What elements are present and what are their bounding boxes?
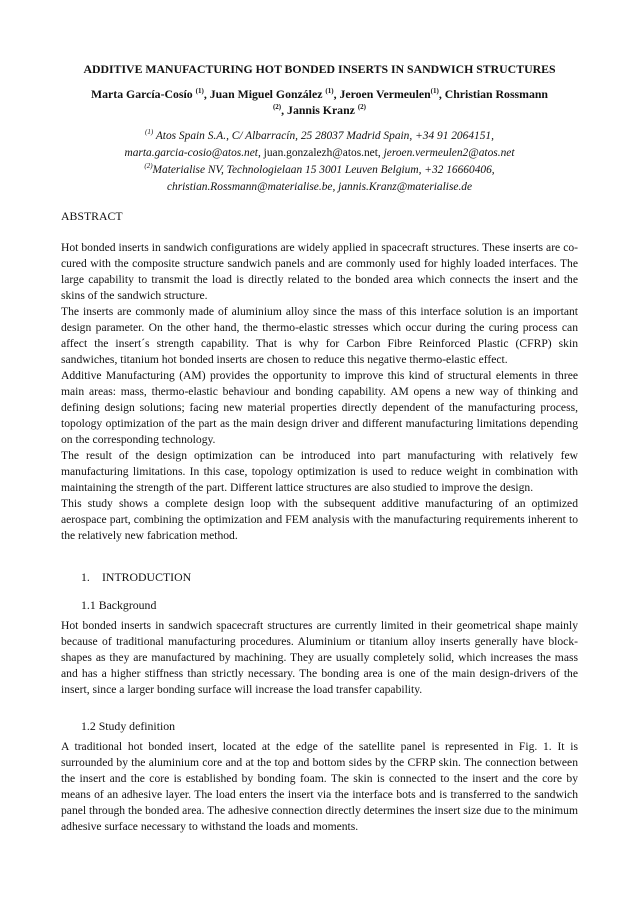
- author-affiliation-mark: (1): [430, 87, 439, 96]
- subsection-heading-background: 1.1 Background: [81, 598, 157, 612]
- author-name: , Jeroen Vermeulen: [333, 87, 431, 101]
- section-title: INTRODUCTION: [102, 570, 192, 584]
- study-definition-body: [61, 739, 578, 835]
- affiliations: [61, 128, 578, 196]
- section-heading-introduction: [81, 569, 191, 585]
- affiliation-2: [61, 162, 578, 179]
- author-name: , Christian Rossmann: [438, 87, 548, 101]
- author-name: , Juan Miguel González: [203, 87, 323, 101]
- affiliation-mark: (1): [145, 128, 154, 137]
- affiliation-address: Materialise NV, Technologielaan 15 3001 Leuven Belgium, +32 16660406,: [152, 164, 495, 176]
- author-affiliation-mark: (2): [272, 103, 282, 112]
- paper-title: ADDITIVE MANUFACTURING HOT BONDED INSERTS IN SANDWICH STRUCTURES: [83, 62, 556, 76]
- email-link[interactable]: marta.garcia-cosio@atos.net,: [124, 147, 261, 159]
- affiliation-mark: (2): [144, 162, 153, 171]
- abstract-paragraph: The inserts are commonly made of aluminium alloy since the mass of this interface solution is an important design parameter. On the other hand, the thermo-elastic stresses which occur during the curing process can affect the insert´s strength capability. That is why for Carbon Fibre Reinforced Plastic (CFRP) skin sandwiches, titanium hot bonded inserts are chosen to reduce this negative thermo-elastic effect.: [61, 305, 578, 366]
- author-affiliation-mark: (2): [357, 103, 367, 112]
- body-paragraph: Hot bonded inserts in sandwich spacecraft structures are currently limited in their geometrical shape mainly because of traditional manufacturing procedures. Aluminium or titanium alloy inserts generally have block-shapes as they are manufactured by machining. They are usually completely solid, which increases the mass and has a higher stiffness than strictly necessary. The bonding area is one of the main design-drivers of the insert, since a larger bonding surface will increase the load transfer capability.: [61, 619, 578, 696]
- body-paragraph: A traditional hot bonded insert, located at the edge of the satellite panel is represented in Fig. 1. It is surrounded by the aluminium core and at the top and bottom sides by the CFRP skin. The connection between the insert and the core is established by bonding foam. The skin is connected to the insert and the core by means of an adhesive layer. The load enters the insert via the interface bots and is transferred to the sandwich panel through the bonded area. The adhesive connection directly determines the insert size due to the minimum adhesive surface necessary to withstand the loads and moments.: [61, 740, 578, 833]
- abstract-paragraph: Hot bonded inserts in sandwich configurations are widely applied in spacecraft structures. These inserts are co-cured with the composite structure sandwich panels and are commonly used for highly loaded interfaces. The large capability to transmit the load is directly related to the bonded area which connects the insert and the skins of the sandwich structure.: [61, 241, 578, 302]
- abstract-heading: ABSTRACT: [61, 209, 123, 223]
- abstract-paragraph: Additive Manufacturing (AM) provides the opportunity to improve this kind of structural elements in three main areas: mass, thermo-elastic behaviour and bonding capability. AM opens a new way of thinking and defining design solutions; facing new material properties directly dependent of the manufacturing process, topology optimization of the part as the main design driver and different manufacturing limitations depending on the corresponding technology.: [61, 369, 578, 446]
- author-name: , Jannis Kranz: [281, 103, 355, 117]
- email-link[interactable]: juan.gonzalezh@atos.net,: [260, 147, 381, 159]
- email-link[interactable]: jeroen.vermeulen2@atos.net: [380, 147, 515, 159]
- author-name: Marta García-Cosío: [91, 87, 193, 101]
- subsection-heading-study-definition: 1.2 Study definition: [81, 719, 176, 733]
- author-affiliation-mark: (1): [195, 87, 204, 96]
- abstract-paragraph: This study shows a complete design loop with the subsequent additive manufacturing of an optimized aerospace part, combining the optimization and FEM analysis with the manufacturing requirements inherent to the relatively new fabrication method.: [61, 497, 578, 542]
- background-body: [61, 618, 578, 698]
- abstract-body: [61, 240, 578, 544]
- author-affiliation-mark: (1): [325, 87, 334, 96]
- affiliation-1: [61, 128, 578, 145]
- section-number: 1.: [81, 570, 90, 584]
- author-list: [61, 86, 578, 118]
- affiliation-address: Atos Spain S.A., C/ Albarracín, 25 28037 Madrid Spain, +34 91 2064151,: [153, 130, 494, 142]
- abstract-paragraph: The result of the design optimization can be introduced into part manufacturing with relatively few manufacturing limitations. In this case, topology optimization is used to reduce weight in combination with maintaining the strength of the part. Different lattice structures are also studied to improve the design.: [61, 449, 578, 494]
- affiliation-2-emails[interactable]: christian.Rossmann@materialise.be, jannis.Kranz@materialise.de: [166, 181, 473, 193]
- affiliation-1-emails: [61, 145, 578, 162]
